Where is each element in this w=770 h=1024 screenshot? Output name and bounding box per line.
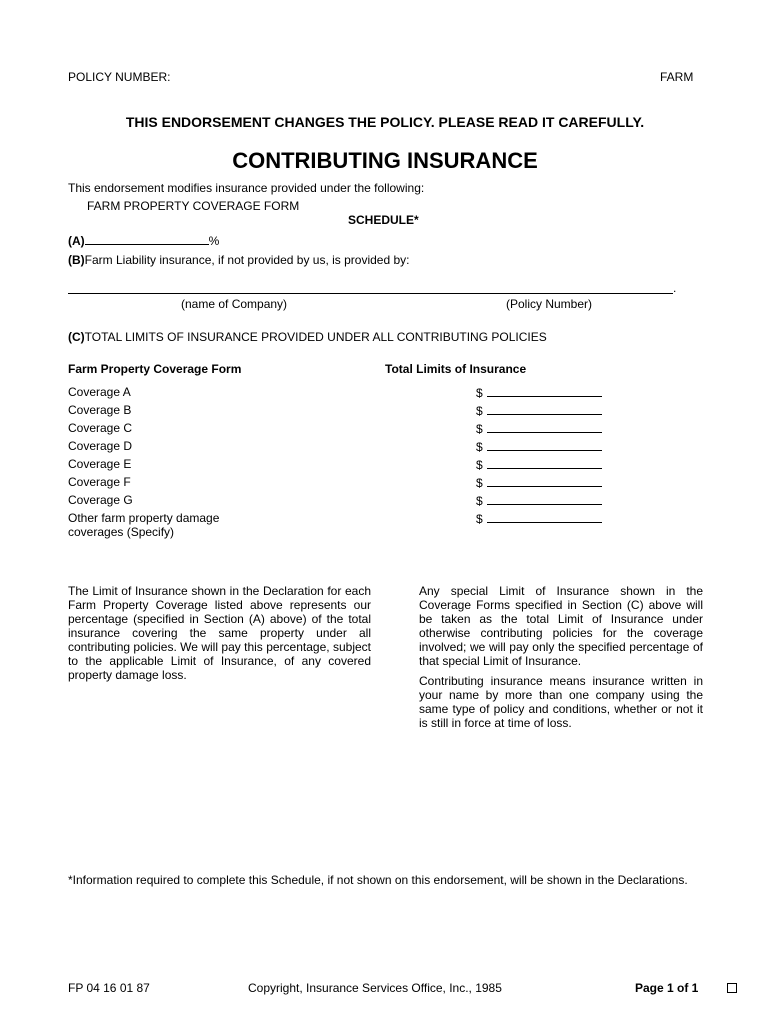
- section-c-label: (C): [68, 330, 85, 344]
- coverage-row: Coverage A: [68, 385, 131, 399]
- limit-row: [476, 493, 602, 511]
- coverage-row: Coverage G: [68, 493, 133, 507]
- coverage-form-header: Farm Property Coverage Form: [68, 362, 242, 376]
- dollar-sign: $: [476, 386, 483, 400]
- dollar-sign: $: [476, 512, 483, 526]
- intro-text: This endorsement modifies insurance provided under the following:: [68, 181, 425, 195]
- form-number: FP 04 16 01 87: [68, 981, 150, 995]
- limit-row: [476, 511, 602, 529]
- section-a-label: (A): [68, 234, 85, 248]
- endorsement-notice: THIS ENDORSEMENT CHANGES THE POLICY. PLEASE READ IT CAREFULLY.: [125, 114, 645, 130]
- percentage-field[interactable]: [85, 233, 209, 245]
- section-b: [68, 253, 410, 267]
- right-body-column: [419, 584, 703, 730]
- policy-number-caption: (Policy Number): [506, 297, 593, 311]
- limit-row: [476, 475, 602, 493]
- coverage-row: Coverage B: [68, 403, 132, 417]
- limit-amount-field[interactable]: [487, 493, 602, 505]
- contributing-definition-paragraph: Contributing insurance means insurance written in your name by more than one company using the same type of policy and conditions, whether or not it is still in force at time of loss.: [419, 674, 703, 730]
- section-b-text: Farm Liability insurance, if not provided by us, is provided by:: [84, 253, 410, 267]
- limit-amount-field[interactable]: [487, 385, 602, 397]
- coverage-list: [68, 385, 268, 539]
- limit-row: [476, 439, 602, 457]
- special-limit-paragraph: Any special Limit of Insurance shown in the Coverage Forms specified in Section (C) above will be taken as the total Limit of Insurance under otherwise contributing policies for the coverage involved; we will pay only the specified percentage of that special Limit of Insurance.: [419, 584, 703, 668]
- checkbox-icon: [727, 983, 737, 993]
- page-indicator: Page 1 of 1: [635, 981, 699, 995]
- left-body-paragraph: The Limit of Insurance shown in the Declaration for each Farm Property Coverage listed above represents our percentage (specified in Section (A) above) of the total insurance covering the same property under all contributing policies. We will pay this percentage, subject to the applicable Limit of Insurance, of any covered property damage loss.: [68, 584, 371, 682]
- coverage-row: Other farm property damage coverages (Specify): [68, 511, 220, 539]
- limit-row: [476, 403, 602, 421]
- coverage-row: Coverage D: [68, 439, 133, 453]
- limit-amount-field[interactable]: [487, 457, 602, 469]
- copyright-notice: Copyright, Insurance Services Office, Inc., 1985: [248, 981, 502, 995]
- company-caption: (name of Company): [181, 297, 288, 311]
- limit-amount-field[interactable]: [487, 511, 602, 523]
- schedule-footnote: *Information required to complete this Schedule, if not shown on this endorsement, will be shown in the Declarations.: [68, 873, 688, 887]
- line-of-business-label: FARM: [660, 70, 694, 84]
- limit-row: [476, 385, 602, 403]
- coverage-row: Coverage C: [68, 421, 133, 435]
- limit-row: [476, 421, 602, 439]
- section-b-label: (B): [68, 253, 85, 267]
- company-policy-line[interactable]: [68, 293, 673, 294]
- limit-row: [476, 457, 602, 475]
- percent-sign: %: [208, 234, 220, 248]
- line-period: .: [673, 281, 677, 295]
- limit-amount-field[interactable]: [487, 475, 602, 487]
- dollar-sign: $: [476, 458, 483, 472]
- coverage-row: Coverage E: [68, 457, 132, 471]
- limit-amount-field[interactable]: [487, 421, 602, 433]
- limit-amount-field[interactable]: [487, 403, 602, 415]
- section-c-text: TOTAL LIMITS OF INSURANCE PROVIDED UNDER ALL CONTRIBUTING POLICIES: [84, 330, 547, 344]
- coverage-row: Coverage F: [68, 475, 131, 489]
- schedule-heading: SCHEDULE*: [348, 213, 419, 227]
- policy-number-label: POLICY NUMBER:: [68, 70, 171, 84]
- limits-list: [476, 385, 602, 529]
- section-a: [68, 233, 219, 248]
- limit-amount-field[interactable]: [487, 439, 602, 451]
- dollar-sign: $: [476, 440, 483, 454]
- section-c: [68, 330, 547, 344]
- dollar-sign: $: [476, 422, 483, 436]
- dollar-sign: $: [476, 476, 483, 490]
- document-title: CONTRIBUTING INSURANCE: [232, 148, 538, 173]
- form-name: FARM PROPERTY COVERAGE FORM: [87, 199, 300, 213]
- total-limits-header: Total Limits of Insurance: [385, 362, 527, 376]
- dollar-sign: $: [476, 494, 483, 508]
- dollar-sign: $: [476, 404, 483, 418]
